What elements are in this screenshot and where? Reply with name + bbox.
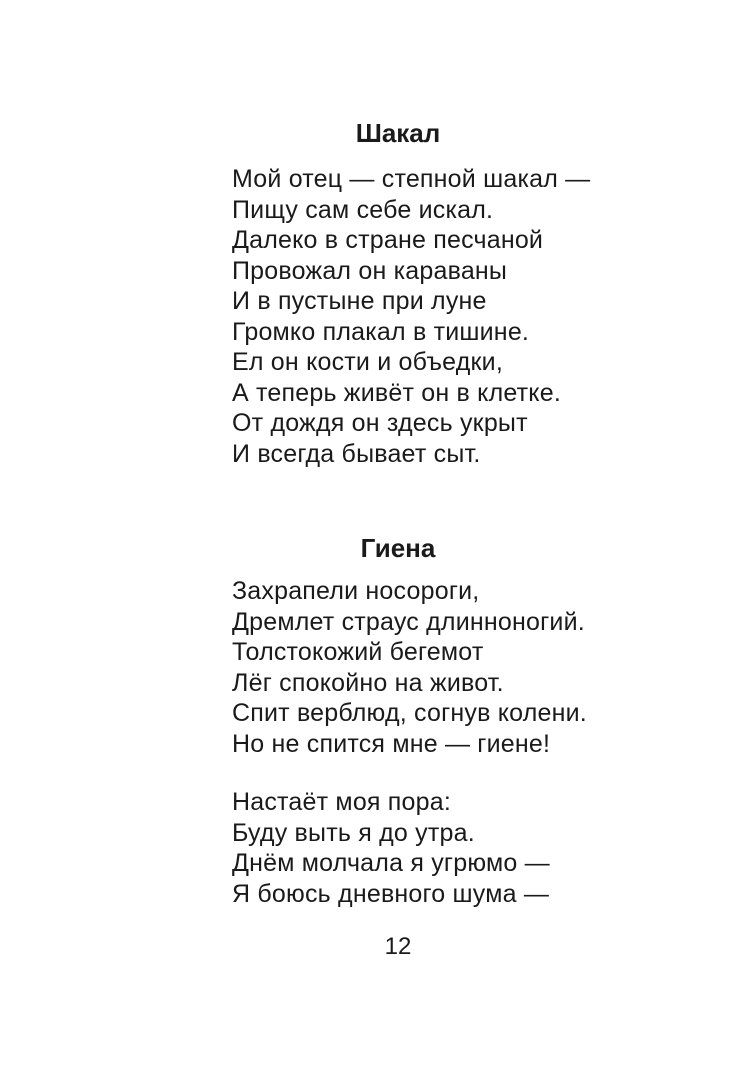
poem-line: А теперь живёт он в клетке. <box>232 378 561 407</box>
poem-line: Настаёт моя пора: <box>232 788 452 816</box>
poem-line: Я боюсь дневного шума — <box>232 879 550 908</box>
poem-line: Но не спится мне — гиене! <box>232 729 551 758</box>
poem-line: И всегда бывает сыт. <box>232 439 481 468</box>
poem-line: Лёг спокойно на живот. <box>232 668 504 697</box>
poem-line: Днём молчала я угрюмо — <box>232 849 550 877</box>
poem-line: От дождя он здесь укрыт <box>232 409 528 437</box>
poem-title: Гиена <box>360 533 436 563</box>
poem-stanza <box>232 164 590 469</box>
poem-line: Захрапели носороги, <box>232 577 480 605</box>
poem-stanza <box>232 787 550 909</box>
poem-line: Спит верблюд, согнув колени. <box>232 699 587 727</box>
poem-line: Далеко в стране песчаной <box>232 226 544 254</box>
poem-line: Буду выть я до утра. <box>232 818 475 847</box>
poem-title: Шакал <box>355 118 441 148</box>
poem-line: Толстокожий бегемот <box>232 638 484 666</box>
poem-line: Провожал он караваны <box>232 256 508 285</box>
poem-line: Мой отец — степной шакал — <box>232 165 591 193</box>
poem-line: И в пустыне при луне <box>232 287 487 315</box>
page-number: 12 <box>384 933 412 960</box>
poem-stanza <box>232 576 587 759</box>
poem-line: Громко плакал в тишине. <box>232 317 530 346</box>
poem-line: Дремлет страус длинноногий. <box>232 607 585 636</box>
poem-line: Пищу сам себе искал. <box>232 195 494 224</box>
poem-line: Ел он кости и объедки, <box>232 348 503 376</box>
